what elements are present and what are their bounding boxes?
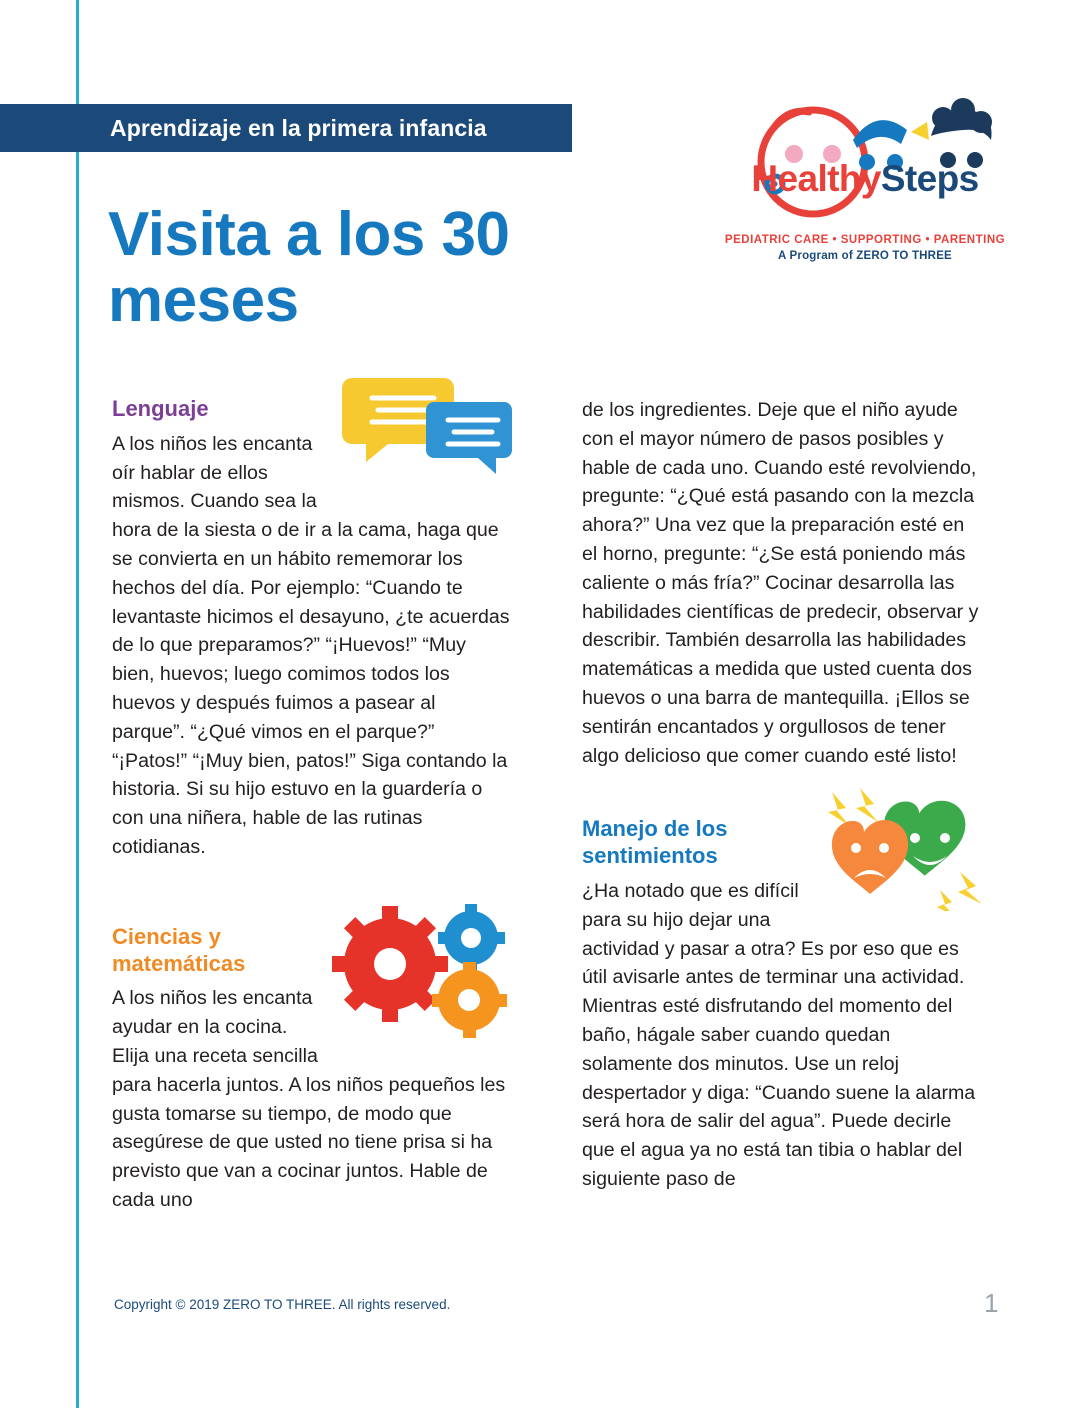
logo-word-steps: Steps — [880, 158, 979, 199]
logo-word-healthy: Healthy — [751, 158, 881, 199]
section-heading-science-math: Ciencias y matemáticas — [112, 923, 246, 976]
section-body-language: A los niños les encanta oír hablar de ellos mismos. Cuando sea la hora de la siesta o de ir a la cama, haga que se convierta en un hábito rememorar los hechos del día. Por ejemplo: “Cuando te levantaste hicimos el desayuno, ¿te acuerdas de lo que preparamos?” “¡Huevos!” “Muy bien, huevos; luego comimos todos los huevos y después fuimos a pasear al parque”. “¿Qué vimos en el parque?” “¡Patos!” “¡Muy bien, patos!” Siga contando la historia. Si su hijo estuvo en la guardería o con una niñera, hable de las rutinas cotidianas. — [112, 432, 510, 858]
logo-wordmark — [715, 158, 1015, 200]
logo-tagline-primary: PEDIATRIC CARE • SUPPORTING • PARENTING — [724, 234, 1006, 246]
logo-tagline-secondary: A Program of ZERO TO THREE — [778, 250, 952, 262]
left-column — [112, 396, 512, 1215]
page-number: 1 — [984, 1288, 999, 1318]
eyebrow-label: Aprendizaje en la primera infancia — [110, 115, 487, 141]
section-body-science-math-part1: A los niños les encanta ayudar en la cocina. Elija una receta sencilla para hacerla juntos. A los niños pequeños les gusta tomarse su tiempo, de modo que asegúrese de que usted no tiene prisa si ha previsto que van a cocinar juntos. Hable de cada uno — [112, 987, 506, 1212]
left-vertical-rule — [76, 0, 79, 1408]
section-heading-language: Lenguaje — [112, 396, 209, 421]
hearts-emotions-icon — [820, 786, 990, 911]
right-column — [582, 396, 982, 1194]
page-title: Visita a los 30 meses — [108, 199, 510, 336]
gears-icon — [330, 902, 520, 1042]
section-heading-feelings: Manejo de los sentimientos — [582, 816, 728, 869]
section-science-math — [112, 924, 512, 1215]
section-feelings — [582, 816, 982, 1193]
speech-bubbles-icon — [340, 364, 520, 494]
section-language — [112, 396, 512, 862]
copyright-notice: Copyright © 2019 ZERO TO THREE. All rights reserved. — [114, 1297, 451, 1312]
section-body-science-math-part2: de los ingredientes. Deje que el niño ayude con el mayor número de pasos posibles y hable de cada uno. Cuando esté revolviendo, pregunte: “¿Qué está pasando con la mezcla ahora?” Una vez que la preparación esté en el horno, pregunte: “¿Se está poniendo más caliente o más fría?” Cocinar desarrolla las habilidades científicas de predecir, observar y describir. También desarrolla las habilidades matemáticas a medida que usted cuenta dos huevos o una barra de mantequilla. ¡Ellos se sentirán encantados y orgullosos de tener algo delicioso que comer cuando esté listo! — [582, 399, 979, 767]
healthysteps-logo — [715, 96, 1015, 276]
section-body-feelings: ¿Ha notado que es difícil para su hijo dejar una actividad y pasar a otra? Es por eso que es útil avisarle antes de terminar una actividad. Mientras esté disfrutando del momento del baño, hágale saber cuando quedan solamente dos minutos. Use un reloj despertador y diga: “Cuando suene la alarma será hora de salir del agua”. Puede decirle que el agua ya no está tan tibia o hablar del siguiente paso de — [582, 880, 976, 1190]
